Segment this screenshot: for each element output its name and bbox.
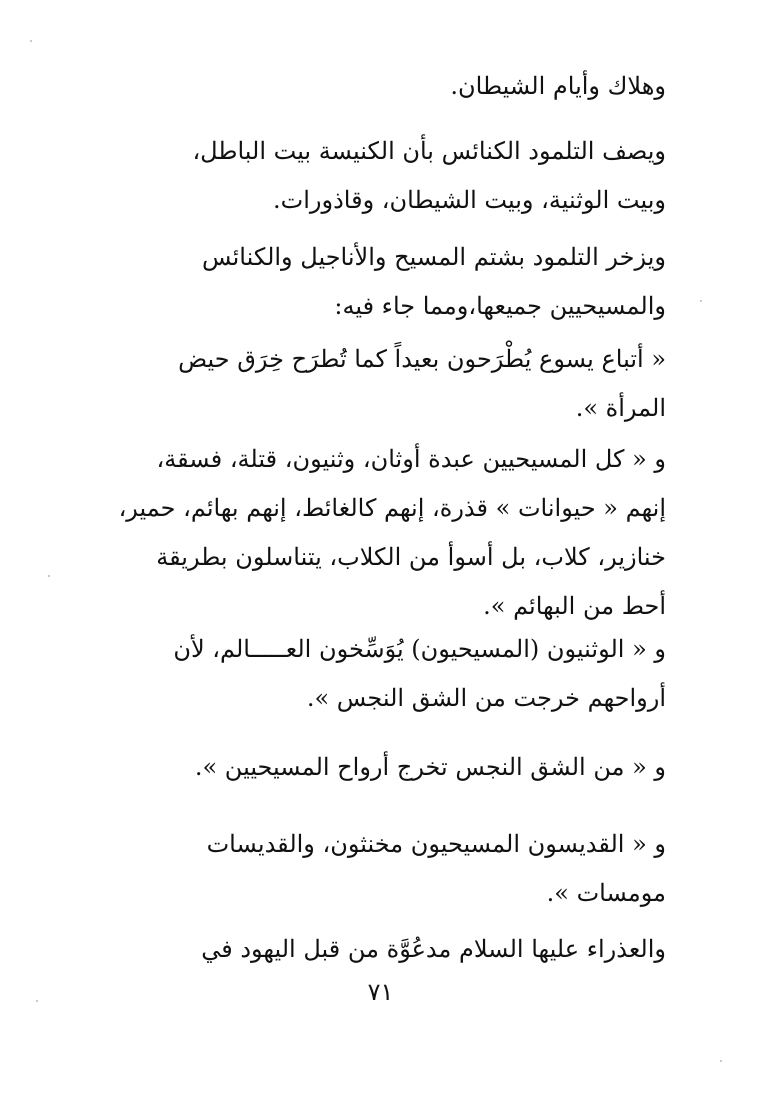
- text-line: و « القديسون المسيحيون مخنثون، والقديسات: [206, 830, 666, 858]
- text-line: وبيت الوثنية، وبيت الشيطان، وقاذورات.: [273, 186, 666, 214]
- text-line: و « كل المسيحيين عبدة أوثان، وثنيون، قتلة، فسقة،: [156, 445, 666, 473]
- scan-speck: [30, 40, 32, 42]
- paragraph: [145, 625, 666, 723]
- text-line: ويزخر التلمود بشتم المسيح والأناجيل والكنائس: [201, 243, 666, 271]
- paragraph: [145, 62, 666, 111]
- text-line: و « من الشق النجس تخرج أرواح المسيحيين ».: [194, 753, 666, 781]
- paragraph: [145, 820, 666, 918]
- text-line: خنازير، كلاب، بل أسوأ من الكلاب، يتناسلون بطريقة: [156, 543, 666, 571]
- paragraph: [145, 233, 666, 331]
- text-line: « أتباع يسوع يُطْرَحون بعيداً كما تُطرَح خِرَق حيض: [178, 345, 666, 373]
- paragraph: [145, 127, 666, 225]
- paragraph: [118, 435, 666, 631]
- text-line: ويصف التلمود الكنائس بأن الكنيسة بيت الباطل،: [192, 137, 666, 165]
- text-line: أرواحهم خرجت من الشق النجس ».: [306, 684, 666, 712]
- scan-speck: [700, 300, 702, 302]
- scan-speck: [36, 1000, 38, 1002]
- paragraph: [145, 335, 666, 433]
- scan-speck: [48, 575, 50, 577]
- text-line: وهلاك وأيام الشيطان.: [450, 72, 666, 100]
- page-number: ٧١: [367, 978, 394, 1006]
- text-line: والمسيحيين جميعها،ومما جاء فيه:: [334, 292, 666, 320]
- paragraph: [145, 743, 666, 792]
- text-line: إنهم « حيوانات » قذرة، إنهم كالغائط، إنهم بهائم، حمير،: [118, 494, 666, 522]
- text-line: المرأة ».: [575, 394, 666, 422]
- text-line: مومسات ».: [546, 879, 666, 907]
- text-line: والعذراء عليها السلام مدعُوَّة من قبل اليهود في: [201, 935, 666, 963]
- text-line: أحط من البهائم ».: [483, 592, 666, 620]
- text-line: و « الوثنيون (المسيحيون) يُوَسِّخون العـــــالم، لأن: [173, 635, 666, 663]
- scan-speck: [720, 1060, 722, 1062]
- paragraph: [145, 925, 666, 974]
